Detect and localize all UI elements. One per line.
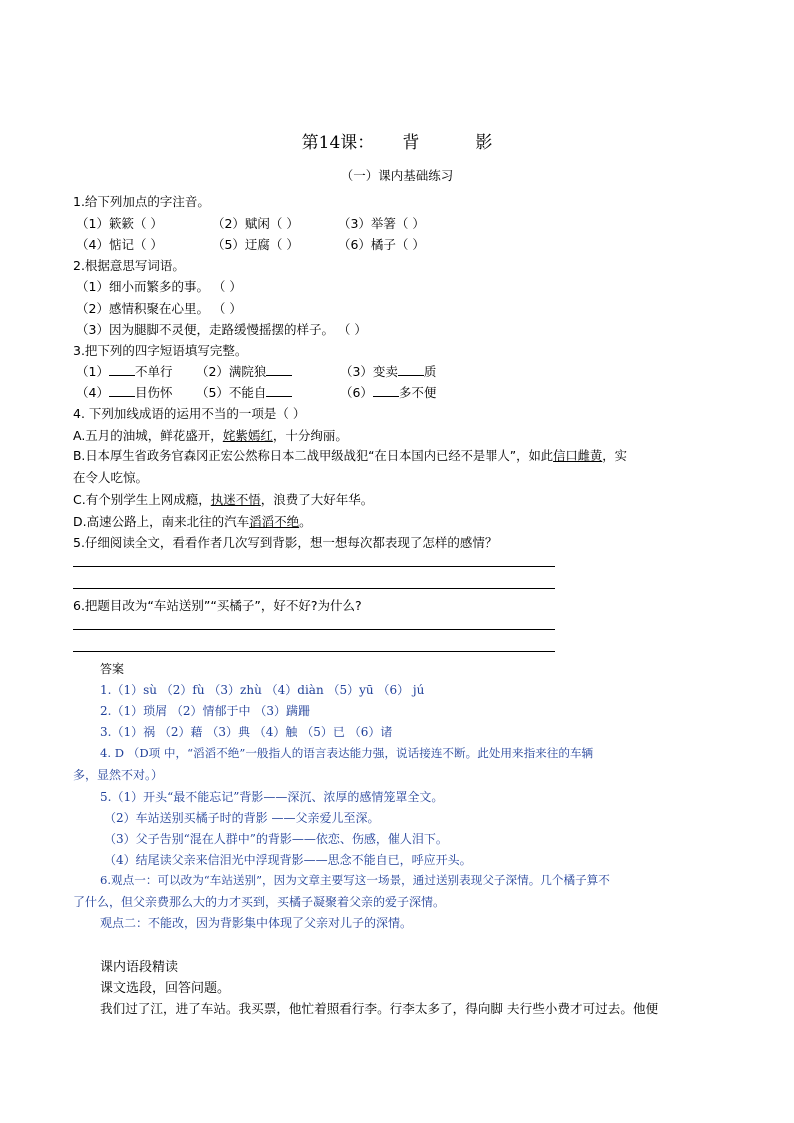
answer-5-2: （2）车站送别买橘子时的背影 ——父亲爱儿至深。	[104, 811, 380, 825]
answer-6-2: 了什么，但父亲费那么大的力才买到，买橘子凝聚着父亲的爱子深情。	[73, 895, 446, 909]
q3-item: （4） 目伤怀	[76, 385, 173, 400]
q2-item: （2）感情积聚在心里。 （ ）	[76, 301, 242, 316]
answer-6-1: 6.观点一：可以改为“车站送别”，因为文章主要写这一场景，通过送别表现父子深情。几个橘子算不	[100, 873, 610, 887]
q1-item: （4）惦记（ ）	[76, 237, 163, 252]
q1-item: （6）橘子（ ）	[337, 237, 425, 252]
reading-heading: 课内语段精读	[100, 960, 179, 975]
answer-5-1: 5.（1）开头“最不能忘记”背影——深沉、浓厚的感情笼罩全文。	[100, 790, 444, 804]
q3-item: （3）变卖 质	[339, 364, 437, 379]
q2-item: （1）细小而繁多的事。 （ ）	[76, 279, 242, 294]
q3-item: （1） 不单行	[76, 364, 173, 379]
blank-line[interactable]	[109, 363, 135, 376]
q1-item: （3）举箸（ ）	[337, 216, 425, 231]
answer-3: 3.（1）祸 （2）藉 （3）典 （4）触 （5）已 （6）诸	[100, 725, 393, 739]
answer-1: 1.（1）sù （2）fù （3）zhù （4）diàn （5）yū （6） jú	[100, 683, 425, 697]
q1-stem: 1.给下列加点的字注音。	[73, 194, 210, 209]
q1-item: （5）迂腐（ ）	[211, 237, 299, 252]
section-subtitle: （一）课内基础练习	[340, 168, 454, 183]
answers-label: 答案	[100, 662, 125, 676]
reading-instruction: 课文选段，回答问题。	[100, 981, 231, 996]
q1-item: （2）赋闲（ ）	[211, 216, 299, 231]
q3-row1	[76, 362, 436, 380]
q3-stem: 3.把下列的四字短语填写完整。	[73, 343, 248, 358]
blank-line[interactable]	[373, 384, 399, 397]
q4-option-b-cont: 在令人吃惊。	[73, 470, 149, 485]
answer-line[interactable]	[73, 629, 555, 630]
q1-item: （1）簌簌（ ）	[76, 216, 163, 231]
answer-4: 4. D （D项 中，“滔滔不绝”一般指人的语言表达能力强，说话接连不断。此处用来指来往的车辆	[100, 746, 594, 760]
answer-line[interactable]	[73, 588, 555, 589]
answer-5-4: （4）结尾读父亲来信泪光中浮现背影——思念不能自已，呼应开头。	[104, 853, 472, 867]
q1-row1	[76, 214, 425, 232]
q4-stem: 4. 下列加线成语的运用不当的一项是（ ）	[73, 406, 306, 421]
answer-6-3: 观点二：不能改，因为背影集中体现了父亲对儿子的深情。	[100, 916, 413, 930]
blank-line[interactable]	[266, 384, 292, 397]
q2-item: （3）因为腿脚不灵便，走路缓慢摇摆的样子。 （ ）	[76, 322, 367, 337]
q3-item: （5）不能自	[196, 383, 336, 401]
title-char2: 影	[475, 133, 493, 153]
answer-2: 2.（1）琐屑 （2）情郁于中 （3）蹒跚	[100, 704, 310, 718]
q3-row2	[76, 383, 436, 401]
q4-option-a: A.五月的油城，鲜花盛开，姹紫嫣红，十分绚丽。	[73, 428, 348, 443]
q2-stem: 2.根据意思写词语。	[73, 258, 185, 273]
q4-option-d: D.高速公路上，南来北往的汽车滔滔不绝。	[73, 514, 312, 529]
q1-row2	[76, 235, 425, 253]
q5-stem: 5.仔细阅读全文，看看作者几次写到背影，想一想每次都表现了怎样的感情？	[73, 535, 498, 550]
title-char1: 背	[402, 133, 420, 153]
blank-line[interactable]	[109, 384, 135, 397]
answer-5-3: （3）父子告别“混在人群中”的背影——依恋、伤感，催人泪下。	[104, 832, 448, 846]
answer-4-cont: 多，显然不对。）	[73, 768, 164, 782]
q4-option-c: C.有个别学生上网成瘾，执迷不悟，浪费了大好年华。	[73, 492, 374, 507]
blank-line[interactable]	[398, 363, 424, 376]
blank-line[interactable]	[266, 363, 292, 376]
reading-passage: 我们过了江，进了车站。我买票，他忙着照看行李。行李太多了，得向脚 夫行些小费才可过去。他便	[100, 1001, 659, 1016]
title-lesson: 第14课：	[301, 133, 375, 153]
answer-line[interactable]	[73, 651, 555, 652]
q3-item: （6） 多不便	[339, 385, 437, 400]
page-title	[0, 128, 794, 153]
q6-stem: 6.把题目改为“车站送别”“买橘子”，好不好?为什么?	[73, 598, 362, 613]
q3-item: （2）满院狼	[196, 362, 336, 380]
answer-line[interactable]	[73, 566, 555, 567]
q4-option-b: B.日本厚生省政务官森冈正宏公然称日本二战甲级战犯“在日本国内已经不是罪人”，如此信口雌黄，实	[73, 449, 627, 463]
